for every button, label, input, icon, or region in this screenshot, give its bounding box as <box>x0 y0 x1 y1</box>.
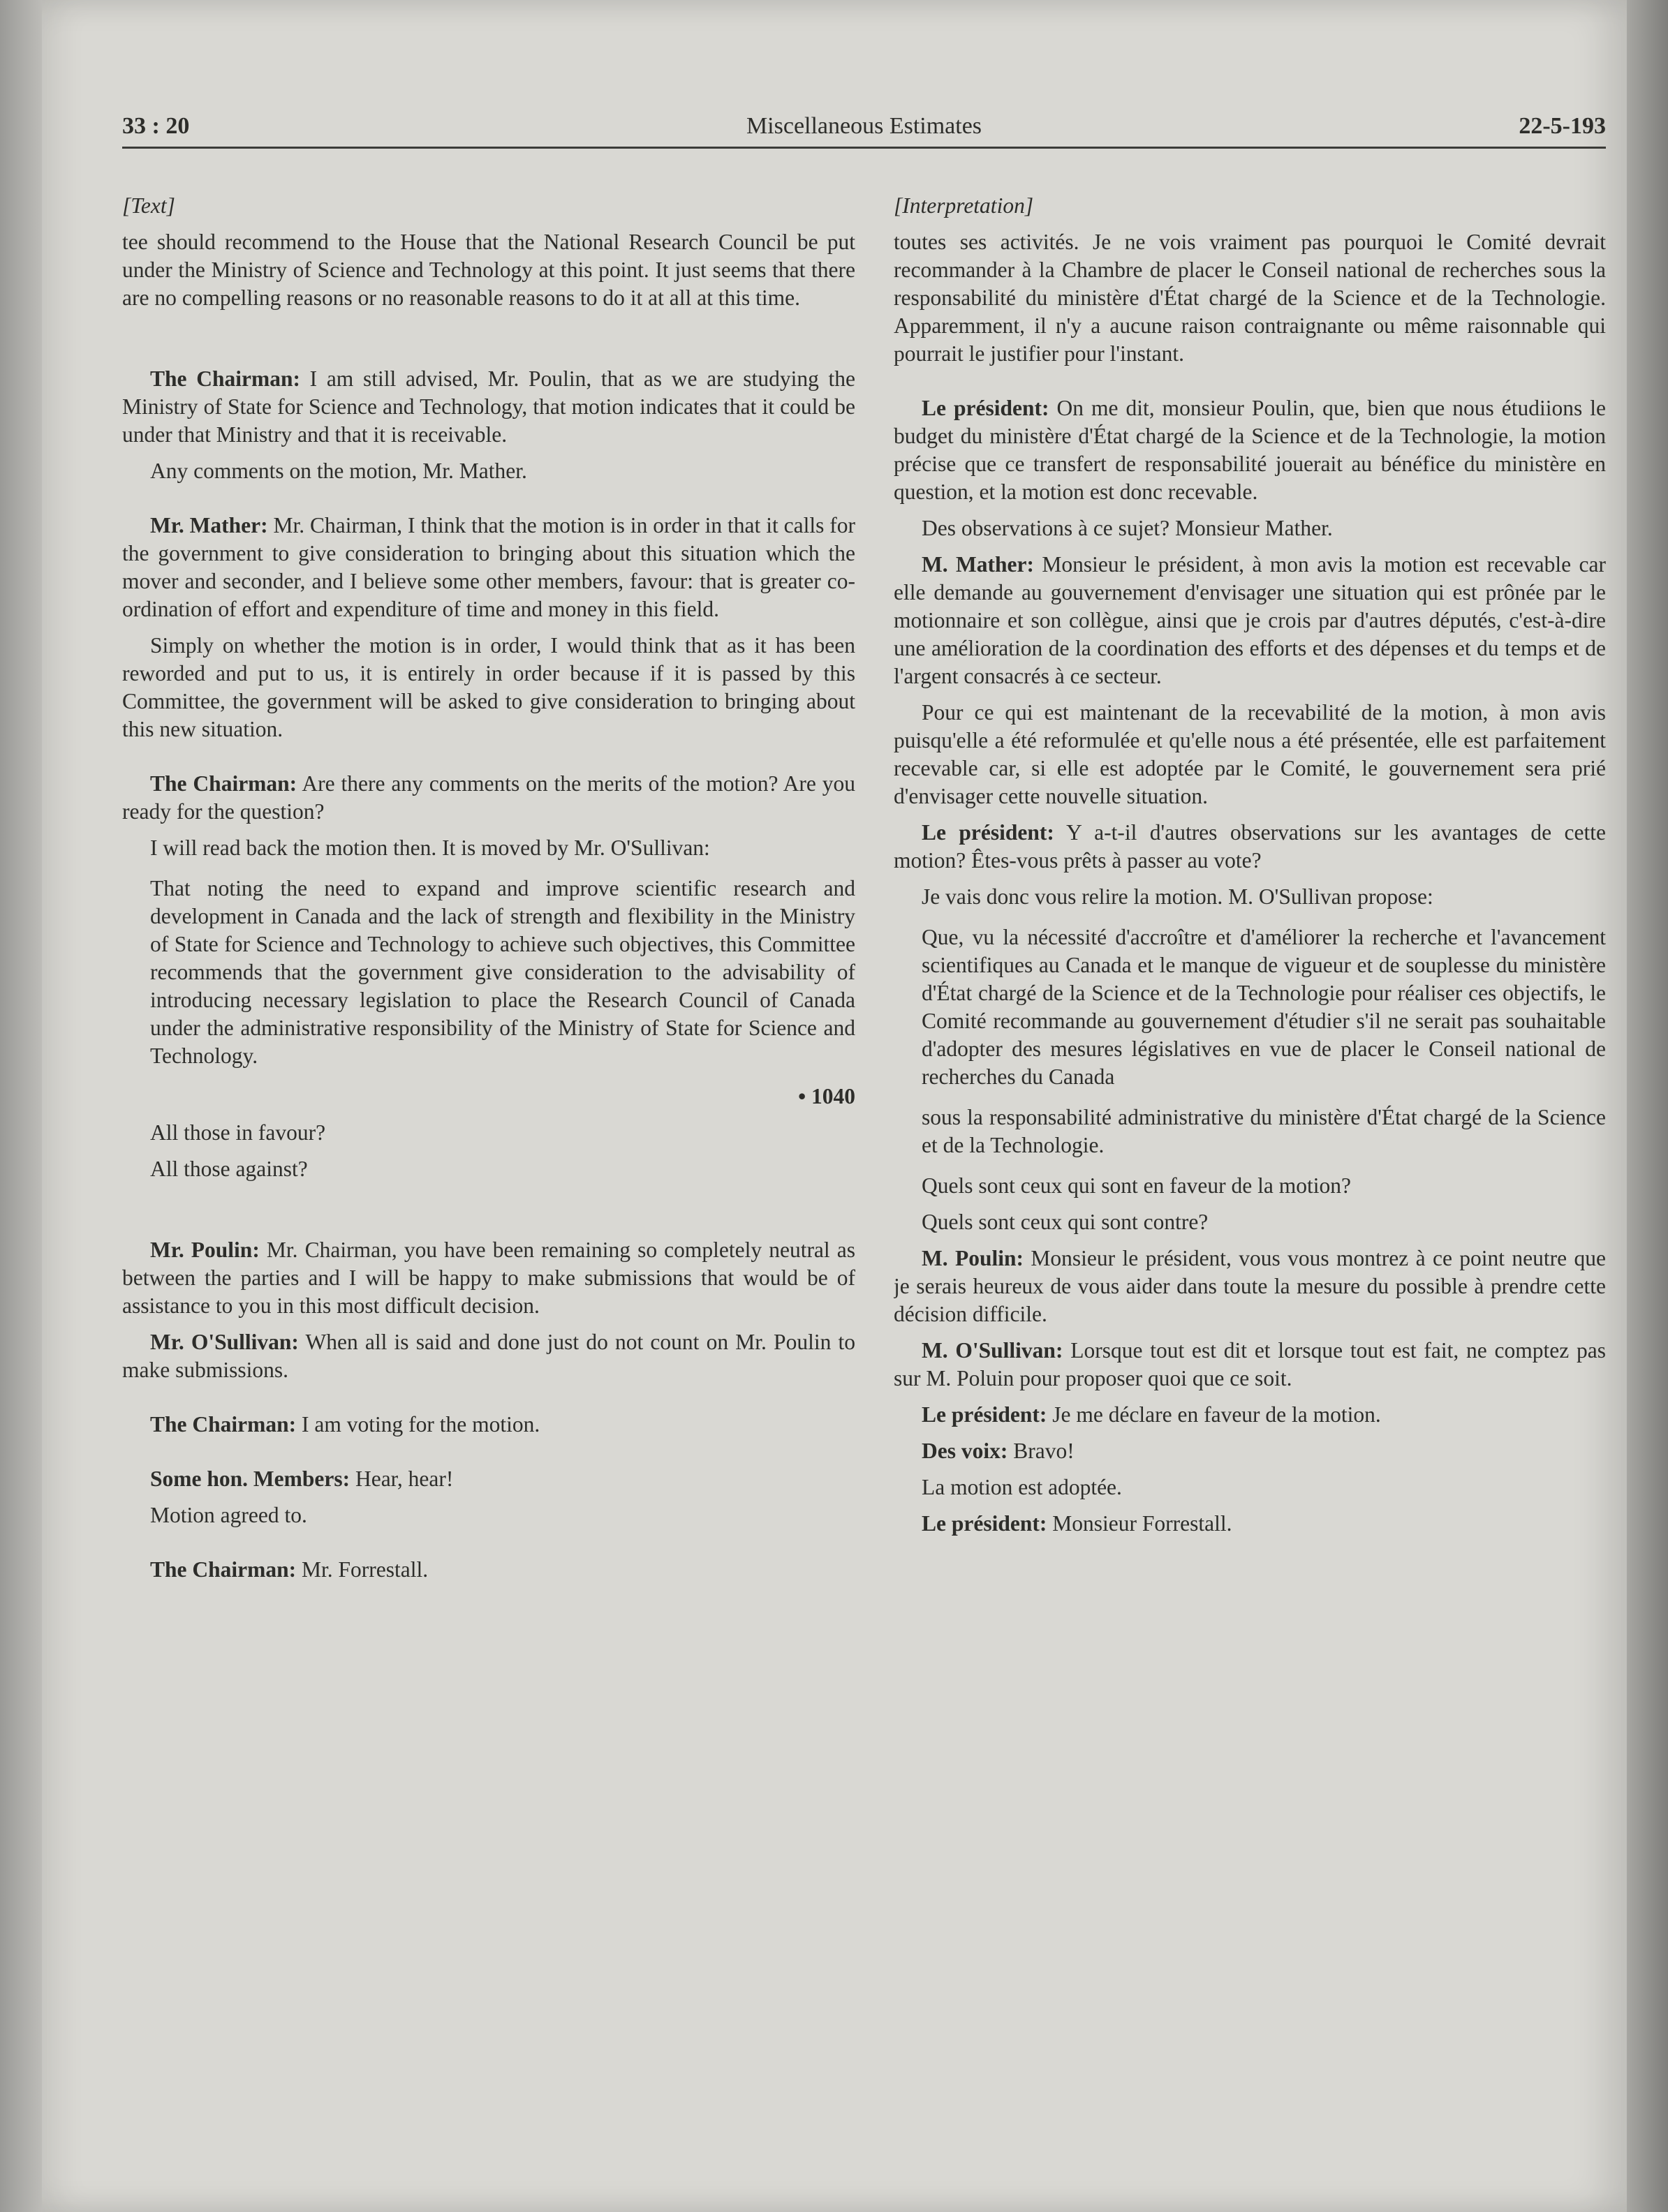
column-tag: [Text] <box>122 193 175 218</box>
speaker-name: Some hon. Members: <box>150 1467 350 1491</box>
paragraph: All those against? <box>150 1157 308 1181</box>
speaker-name: Le président: <box>922 820 1054 845</box>
paragraph: tee should recommend to the House that the National Research Council be put under the Ministry of Science and Technology at this point. It just seems that there are no compelling reasons or no reasonable reasons to do it at all at this time. <box>122 230 855 310</box>
paragraph <box>894 551 1606 690</box>
speech-text: Monsieur le président, vous vous montrez à ce point neutre que je serais heureux de vous aider dans toute la mesure du possible à prendre cette décision difficile. <box>894 1246 1606 1326</box>
speech-text: When all is said and done just do not count on Mr. Poulin to make submissions. <box>122 1330 855 1382</box>
page-gutter-right <box>1627 0 1668 2212</box>
time-marker: • 1040 <box>798 1084 855 1108</box>
column-tag: [Interpretation] <box>894 193 1034 218</box>
speech-text: Monsieur le président, à mon avis la motion est recevable car elle demande au gouvernement d'envisager une situation qui est prônée par le motionnaire et son collègue, ainsi que je crois par d'autres députés, c'est-à-dire une amélioration de la coordination des efforts et des dépenses et du temps et de l'argent consacrés à ce secteur. <box>894 552 1606 688</box>
speaker-name: M. Poulin: <box>922 1246 1024 1270</box>
page-gutter-left <box>0 0 42 2212</box>
speaker-name: Mr. Mather: <box>150 513 268 537</box>
speech-text: On me dit, monsieur Poulin, que, bien que nous étudiions le budget du ministère d'État chargé de la Science et de la Technologie, la motion précise que ce transfert de responsabilité jouerait au bénéfice du ministère en question, et la motion est donc recevable. <box>894 396 1606 504</box>
paragraph: Simply on whether the motion is in order, I would think that as it has been reworded and put to us, it is entirely in order because if it is passed by this Committee, the government will be asked to give consideration to bringing about this new situation. <box>122 633 855 741</box>
speaker-name: Le président: <box>922 1511 1047 1536</box>
speech-text: Y a-t-il d'autres observations sur les avantages de cette motion? Êtes-vous prêts à passer au vote? <box>894 820 1606 873</box>
speech-text: Monsieur Forrestall. <box>1047 1511 1232 1536</box>
speaker-name: The Chairman: <box>150 1412 297 1437</box>
speaker-name: Mr. Poulin: <box>150 1238 260 1262</box>
french-column <box>894 192 1606 2111</box>
paragraph <box>122 365 855 449</box>
speaker-name: M. Mather: <box>922 552 1034 577</box>
paragraph: Quels sont ceux qui sont contre? <box>922 1210 1209 1234</box>
paragraph: All those in favour? <box>150 1120 326 1145</box>
running-header <box>122 105 1606 149</box>
paragraph <box>894 819 1606 875</box>
speech-text: Bravo! <box>1008 1439 1075 1463</box>
paragraph: Des observations à ce sujet? Monsieur Mather. <box>922 516 1333 540</box>
paragraph <box>894 1245 1606 1328</box>
motion-quote: Que, vu la nécessité d'accroître et d'améliorer la recherche et l'avancement scientifiques au Canada et le manque de vigueur et de souplesse du ministère d'État chargé de la Science et de la Technologie pour réaliser ces objectifs, le Comité recommande au gouvernement d'étudier s'il ne serait pas souhaitable d'adopter des mesures législatives en vue de placer le Conseil national de recherches du Canada <box>922 925 1606 1089</box>
speech-text: Mr. Forrestall. <box>296 1557 429 1582</box>
speech-text: Je me déclare en faveur de la motion. <box>1047 1402 1381 1427</box>
paragraph <box>122 1465 855 1493</box>
speaker-name: The Chairman: <box>150 1557 297 1582</box>
header-page-ref: 33 : 20 <box>122 113 190 139</box>
speech-text: Mr. Chairman, I think that the motion is in order in that it calls for the government to give consideration to bringing about this situation which the mover and seconder, and I believe some other members, favour: that is greater co-ordination of effort and expenditure of time and money in this field. <box>122 513 855 621</box>
paragraph: Motion agreed to. <box>150 1503 307 1527</box>
speaker-name: The Chairman: <box>150 771 297 796</box>
speech-text: I am still advised, Mr. Poulin, that as we are studying the Ministry of State for Science and Technology, that motion indicates that it could be under that Ministry and that it is receivable. <box>122 366 855 447</box>
motion-quote-continued: sous la responsabilité administrative du ministère d'État chargé de la Science et de la Technologie. <box>922 1105 1606 1157</box>
paragraph: La motion est adoptée. <box>922 1475 1122 1499</box>
speaker-name: The Chairman: <box>150 366 300 391</box>
paragraph <box>894 1401 1606 1429</box>
paragraph <box>894 1510 1606 1538</box>
speech-text: Mr. Chairman, you have been remaining so completely neutral as between the parties and I will be happy to make submissions that would be of assistance to you in this most difficult decision. <box>122 1238 855 1318</box>
paragraph: Any comments on the motion, Mr. Mather. <box>150 459 527 483</box>
paragraph <box>894 1337 1606 1393</box>
header-date: 22-5-193 <box>1519 113 1606 139</box>
speaker-name: M. O'Sullivan: <box>922 1338 1063 1363</box>
paragraph <box>122 1556 855 1584</box>
paragraph: Quels sont ceux qui sont en faveur de la motion? <box>922 1173 1351 1198</box>
speech-text: Lorsque tout est dit et lorsque tout est fait, ne comptez pas sur M. Poluin pour proposer quoi que ce soit. <box>894 1338 1606 1390</box>
paragraph <box>894 1437 1606 1465</box>
header-title: Miscellaneous Estimates <box>746 113 982 139</box>
speech-text: Are there any comments on the merits of the motion? Are you ready for the question? <box>122 771 855 824</box>
speaker-name: Mr. O'Sullivan: <box>150 1330 299 1354</box>
paragraph: Pour ce qui est maintenant de la recevabilité de la motion, à mon avis puisqu'elle a été reformulée et qu'elle nous a été présentée, elle est parfaitement recevable car, si elle est adoptée par le Comité, le gouvernement sera prié d'envisager cette nouvelle situation. <box>894 700 1606 808</box>
paragraph: Je vais donc vous relire la motion. M. O'Sullivan propose: <box>922 884 1433 909</box>
speech-text: Hear, hear! <box>350 1467 454 1491</box>
paragraph <box>122 1328 855 1384</box>
speaker-name: Le président: <box>922 1402 1047 1427</box>
paragraph <box>122 770 855 826</box>
english-column <box>122 192 855 2111</box>
paragraph <box>122 1236 855 1320</box>
paragraph: toutes ses activités. Je ne vois vraiment pas pourquoi le Comité devrait recommander à la Chambre de placer le Conseil national de recherches sous la responsabilité du ministère d'État chargé de la Science et de la Technologie. Apparemment, il n'y a aucune raison contraignante ou même raisonnable qui pourrait le justifier pour l'instant. <box>894 230 1606 366</box>
speaker-name: Le président: <box>922 396 1049 420</box>
motion-quote: That noting the need to expand and improve scientific research and development in Canada and the lack of strength and flexibility in the Ministry of State for Science and Technology to achieve such objectives, this Committee recommends that the government give consideration to the advisability of introducing necessary legislation to place the Research Council of Canada under the administrative responsibility of the Ministry of State for Science and Technology. <box>150 876 855 1068</box>
paragraph <box>122 1411 855 1439</box>
paragraph: I will read back the motion then. It is moved by Mr. O'Sullivan: <box>150 836 710 860</box>
speech-text: I am voting for the motion. <box>296 1412 540 1437</box>
speaker-name: Des voix: <box>922 1439 1008 1463</box>
paragraph <box>122 512 855 623</box>
paragraph <box>894 394 1606 506</box>
